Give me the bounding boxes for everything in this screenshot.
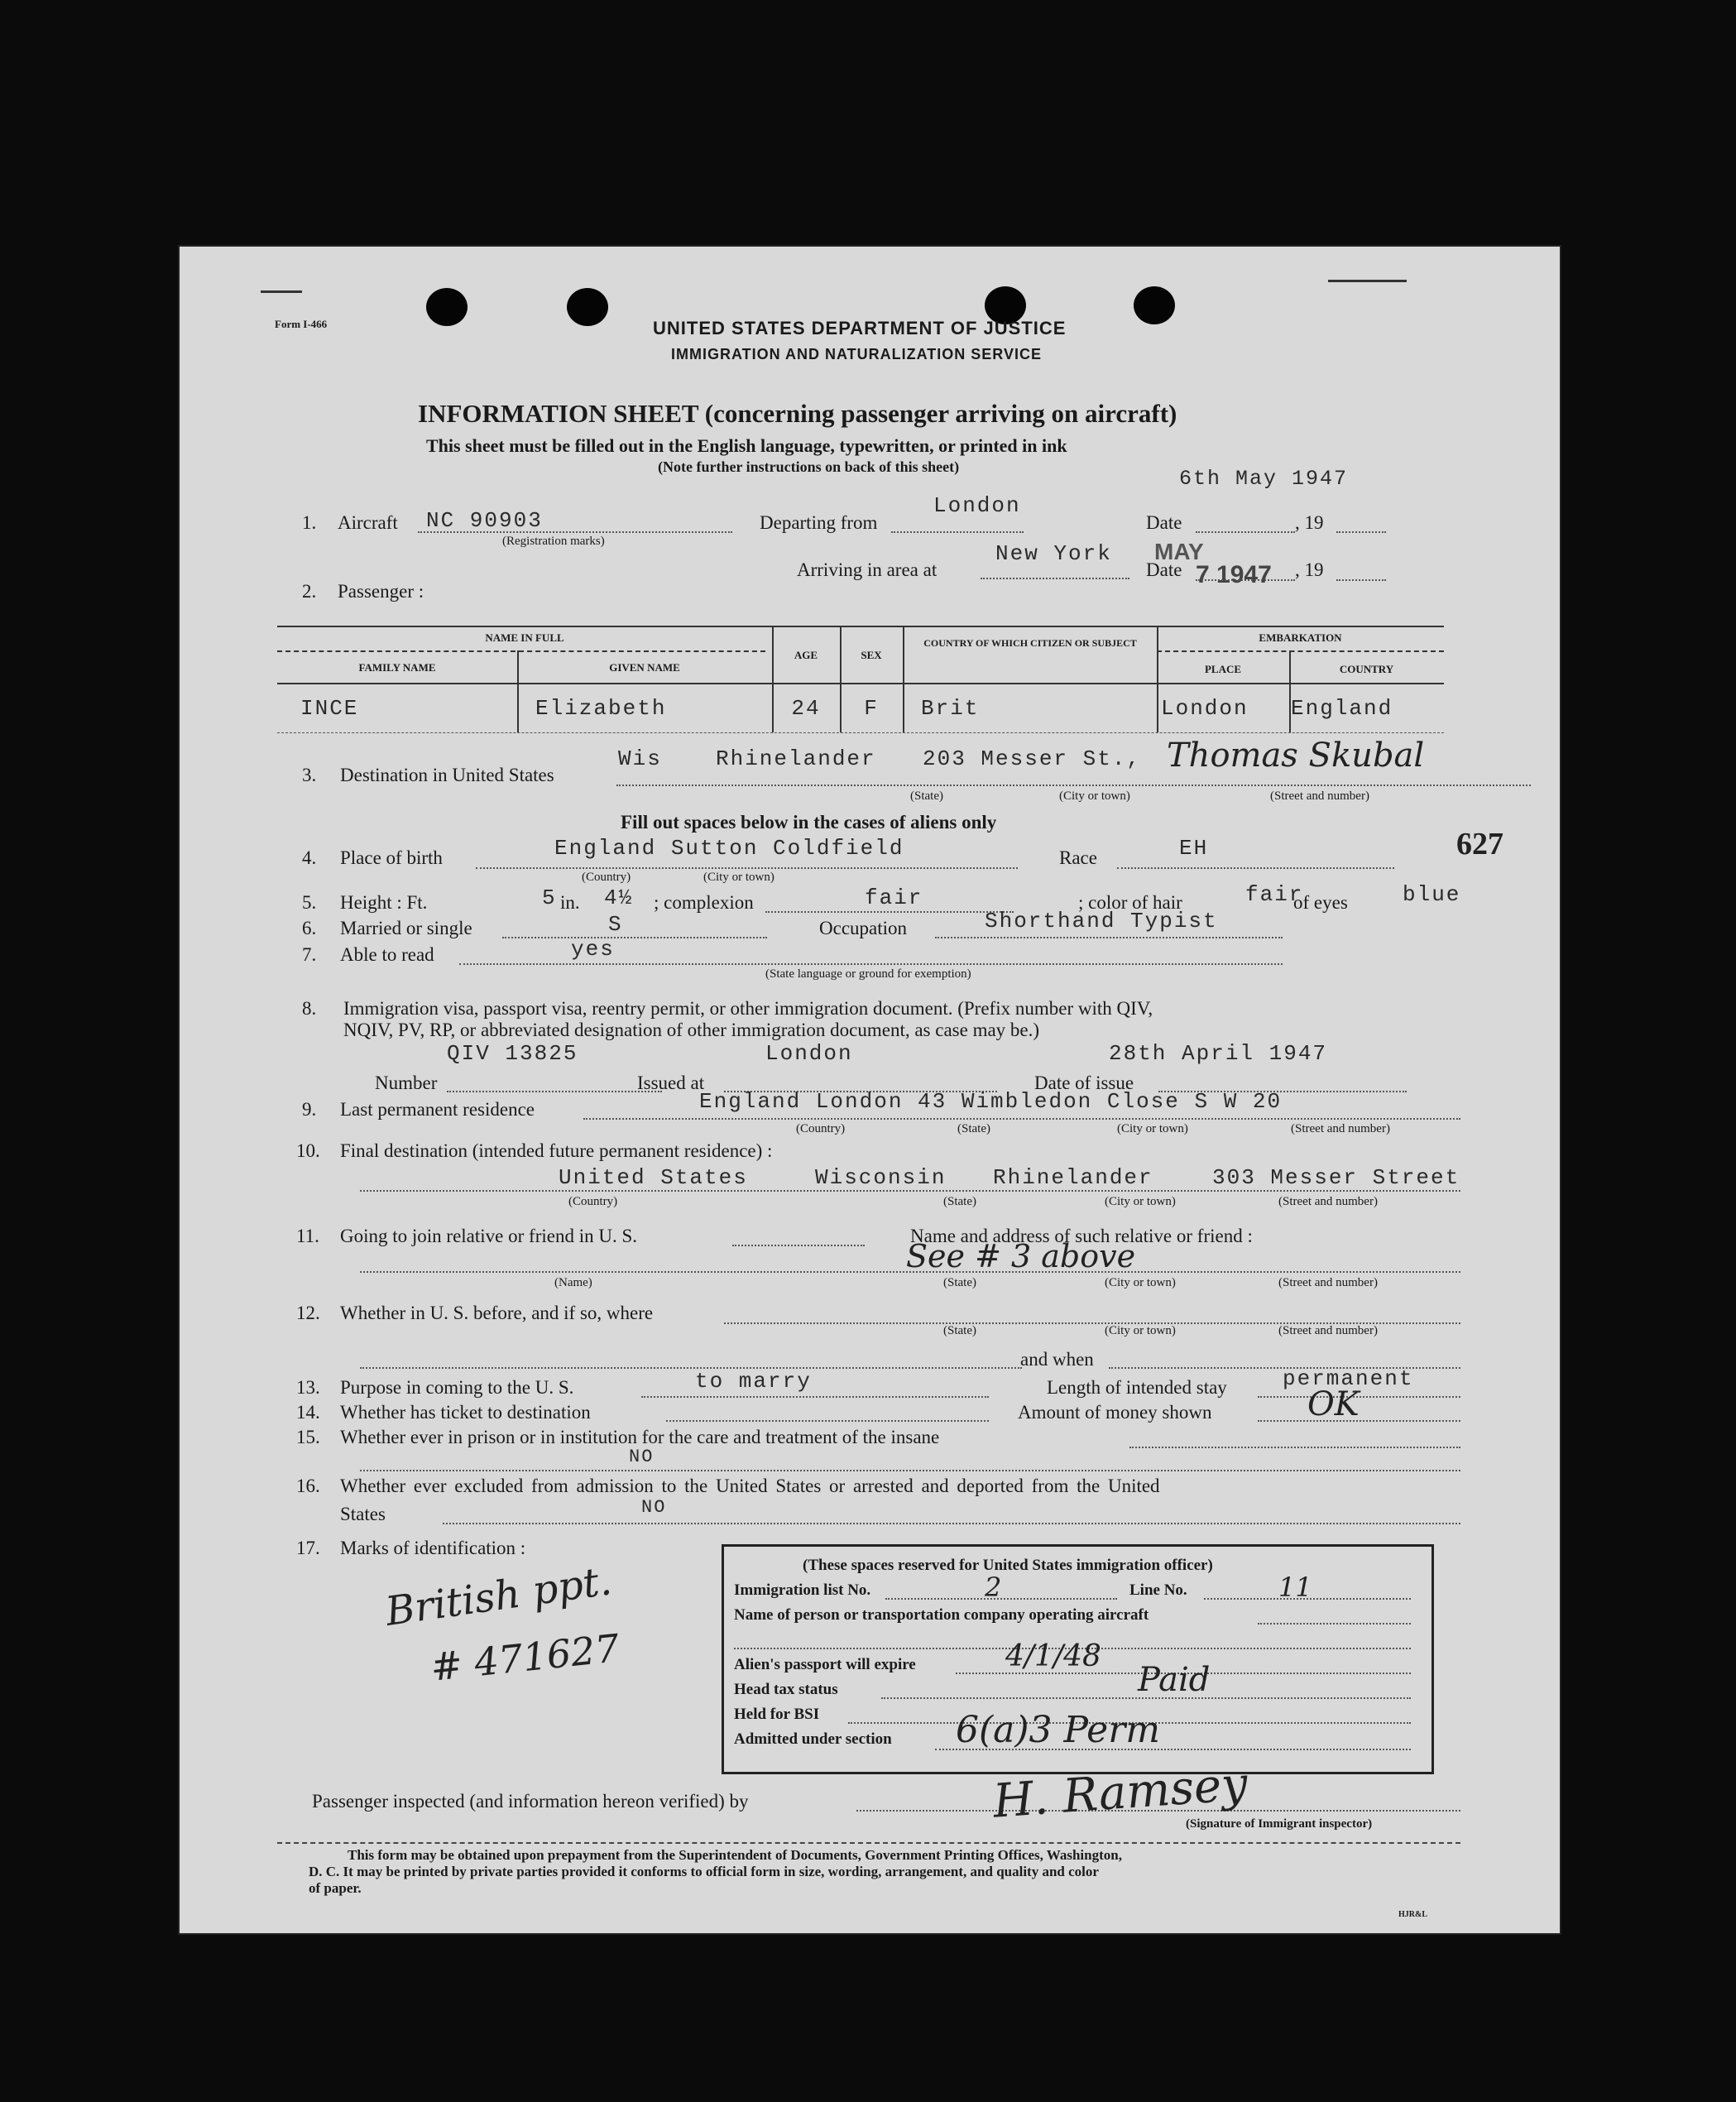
margin-note: 627 [1456,827,1503,861]
officer-box [722,1544,1434,1774]
year-suffix: , 19 [1295,559,1324,580]
money-label: Amount of money shown [1018,1402,1212,1423]
passenger-label: Passenger : [338,581,424,602]
caption-country: (Country) [796,1122,846,1135]
destination-label: Destination in United States [340,765,554,785]
date-label: Date [1146,512,1182,533]
language-caption: (State language or ground for exemption) [765,967,971,981]
cell-country: England [1291,696,1393,721]
caption-city: (City or town) [1105,1324,1176,1337]
visa-date-value: 28th April 1947 [1109,1041,1328,1066]
cell-citizen: Brit [921,696,980,721]
registration-caption: (Registration marks) [502,535,605,548]
item-number: 13. [296,1377,320,1398]
agency-line1: UNITED STATES DEPARTMENT OF JUSTICE [653,318,1067,338]
final-state-value: Wisconsin [815,1165,947,1190]
col-header-age: AGE [794,649,818,661]
caption-street: (Street and number) [1278,1276,1378,1289]
caption-city: (City or town) [703,871,774,884]
final-destination-label: Final destination (intended future permanent residence) : [340,1140,773,1161]
prison-value: NO [629,1447,655,1467]
married-value: S [608,912,623,937]
date-stamp-day-year: 7 1947 [1196,561,1272,588]
date-stamp-month: MAY [1154,539,1204,564]
visa-date-label: Date of issue [1034,1073,1134,1093]
caption-city: (City or town) [1105,1276,1176,1289]
item-number: 3. [302,765,317,785]
eyes-value: blue [1403,882,1461,907]
stay-value: permanent [1283,1366,1414,1391]
page-title: INFORMATION SHEET (concerning passenger arriving on aircraft) [418,399,1177,428]
passport-expire-label: Alien's passport will expire [734,1656,916,1673]
signature-caption: (Signature of Immigrant inspector) [1186,1817,1373,1831]
item-number: 2. [302,581,317,602]
complexion-value: fair [865,885,923,910]
col-header-family-name: FAMILY NAME [358,661,436,674]
and-when-label: and when [1020,1349,1094,1370]
excluded-label: Whether ever excluded from admission to the United States or arrested and deported from the United [340,1476,1160,1496]
form-sheet [178,245,1561,1935]
complexion-label: ; complexion [654,892,754,913]
hair-label: ; color of hair [1078,892,1182,913]
able-to-read-value: yes [571,937,615,962]
item-number: 9. [302,1099,317,1120]
admitted-section-value: 6(a)3 Perm [956,1709,1160,1751]
height-ft-value: 5 [542,885,557,910]
inspected-label: Passenger inspected (and information hereon verified) by [312,1791,749,1812]
caption-name: (Name) [554,1276,592,1289]
previously-in-us-label: Whether in U. S. before, and if so, where [340,1303,654,1323]
caption-state: (State) [943,1195,976,1208]
item-number: 4. [302,847,317,868]
instruction-2: (Note further instructions on back of this sheet) [658,458,960,475]
caption-city: (City or town) [1117,1122,1188,1135]
item-number: 8. [302,998,317,1019]
race-value: EH [1179,836,1209,861]
instruction-1: This sheet must be filled out in the English language, typewritten, or printed in ink [426,435,1067,456]
item-number: 12. [296,1303,320,1323]
visa-number-value: QIV 13825 [447,1041,578,1066]
aircraft-value: NC 90903 [426,508,543,533]
officer-box-header: (These spaces reserved for United States immigration officer) [803,1557,1213,1574]
cell-place: London [1161,696,1249,721]
date2-label: Date [1146,559,1182,580]
footer-line-1: This form may be obtained upon prepayment from the Superintendent of Documents, Government Printing Offices, Washington, [348,1847,1122,1863]
punch-hole [1134,286,1175,324]
destination-state: Wis [618,746,662,771]
item-number: 10. [296,1140,320,1161]
footer-line-2: D. C. It may be printed by private parties provided it conforms to official form in size, wording, arrangement, and quality and color [309,1864,1099,1879]
departing-value: London [933,493,1021,518]
item-number: 1. [302,512,317,533]
item-number: 6. [302,918,317,938]
item-number: 17. [296,1538,320,1558]
arriving-label: Arriving in area at [797,559,938,580]
line-no-value: 11 [1278,1572,1312,1603]
aircraft-label: Aircraft [338,512,398,533]
caption-street: (Street and number) [1278,1195,1378,1208]
aliens-section-header: Fill out spaces below in the cases of aliens only [621,812,997,833]
money-value: OK [1307,1385,1360,1423]
col-header-country: COUNTRY [1339,663,1394,675]
excluded-value: NO [641,1497,667,1518]
caption-state: (State) [910,789,943,803]
caption-street: (Street and number) [1291,1122,1390,1135]
item-number: 16. [296,1476,320,1496]
marks-label: Marks of identification : [340,1538,526,1558]
item-number: 7. [302,944,317,965]
col-header-place: PLACE [1204,663,1242,675]
destination-city: Rhinelander [716,746,876,771]
relative-handwritten: See # 3 above [906,1238,1136,1274]
excluded-label-2: States [340,1504,386,1524]
stay-label: Length of intended stay [1047,1377,1227,1398]
cell-family-name: INCE [300,696,359,721]
line-no-label: Line No. [1129,1581,1187,1599]
cell-age: 24 [791,696,821,721]
height-in-value: 4½ [604,885,634,910]
passport-expire-value: 4/1/48 [1005,1639,1101,1673]
col-header-citizen: COUNTRY OF WHICH CITIZEN OR SUBJECT [923,637,1137,649]
departing-label: Departing from [760,512,878,533]
caption-street: (Street and number) [1278,1324,1378,1337]
join-relative-label: Going to join relative or friend in U. S. [340,1226,637,1246]
caption-street: (Street and number) [1270,789,1369,803]
occupation-value: Shorthand Typist [985,909,1218,933]
purpose-label: Purpose in coming to the U. S. [340,1377,574,1398]
punch-hole [567,288,608,326]
birthplace-value: England Sutton Coldfield [554,836,904,861]
caption-city: (City or town) [1059,789,1130,803]
eyes-label: of eyes [1293,892,1348,913]
caption-state: (State) [943,1324,976,1337]
immigration-list-value: 2 [985,1572,1002,1603]
held-for-bsi-label: Held for BSI [734,1706,820,1723]
year-suffix: , 19 [1295,512,1324,533]
birthplace-label: Place of birth [340,847,443,868]
col-header-sex: SEX [861,649,882,661]
ticket-label: Whether has ticket to destination [340,1402,591,1423]
col-header-given-name: GIVEN NAME [609,661,680,674]
col-header-embarkation: EMBARKATION [1259,631,1342,644]
last-residence-value: England London 43 Wimbledon Close S W 20 [699,1089,1283,1114]
destination-street: 203 Messer St., [923,746,1142,771]
caption-country: (Country) [582,871,631,884]
race-label: Race [1059,847,1097,868]
punch-hole [426,288,468,326]
head-tax-value: Paid [1138,1661,1211,1699]
cell-sex: F [864,696,879,721]
caption-country: (Country) [568,1195,618,1208]
purpose-value: to marry [695,1369,812,1394]
visa-text-2: NQIV, PV, RP, or abbreviated designation of other immigration document, as case may be.) [343,1020,1040,1040]
printer-mark: HJR&L [1398,1910,1427,1919]
agency-line2: IMMIGRATION AND NATURALIZATION SERVICE [671,346,1042,362]
visa-text-1: Immigration visa, passport visa, reentry permit, or other immigration document. (Prefix number with QIV, [343,998,1153,1019]
visa-number-label: Number [375,1073,438,1093]
company-label: Name of person or transportation company operating aircraft [734,1606,1149,1624]
final-country-value: United States [559,1165,748,1190]
inspector-signature: H. Ramsey [991,1757,1249,1829]
col-header-name-in-full: NAME IN FULL [485,631,564,644]
occupation-label: Occupation [819,918,908,938]
last-residence-label: Last permanent residence [340,1099,535,1120]
arriving-value: New York [995,541,1112,566]
visa-issued-value: London [765,1041,853,1066]
item-number: 15. [296,1427,320,1447]
marks-handwritten-2: # 471627 [428,1625,621,1690]
destination-handwritten-name: Thomas Skubal [1167,737,1425,775]
caption-city: (City or town) [1105,1195,1176,1208]
prison-label: Whether ever in prison or in institution for the care and treatment of the insane [340,1427,940,1447]
final-city-value: Rhinelander [993,1165,1153,1190]
married-label: Married or single [340,918,472,938]
item-number: 14. [296,1402,320,1423]
footer-line-3: of paper. [309,1880,362,1896]
hair-value: fair [1245,882,1304,907]
head-tax-label: Head tax status [734,1681,838,1698]
marks-handwritten-1: British ppt. [382,1557,615,1635]
form-number: Form I-466 [275,318,328,330]
item-number: 11. [296,1226,319,1246]
visa-issued-label: Issued at [637,1073,705,1093]
admitted-section-label: Admitted under section [734,1730,892,1748]
able-to-read-label: Able to read [340,944,434,965]
item-number: 5. [302,892,317,913]
immigration-list-label: Immigration list No. [734,1581,871,1599]
inches-label: in. [560,892,580,913]
typed-date: 6th May 1947 [1179,467,1349,491]
caption-state: (State) [957,1122,990,1135]
height-label: Height : Ft. [340,892,428,913]
relative-address-label: Name and address of such relative or friend : [910,1226,1253,1246]
cell-given-name: Elizabeth [535,696,667,721]
caption-state: (State) [943,1276,976,1289]
final-street-value: 303 Messer Street [1212,1165,1460,1190]
